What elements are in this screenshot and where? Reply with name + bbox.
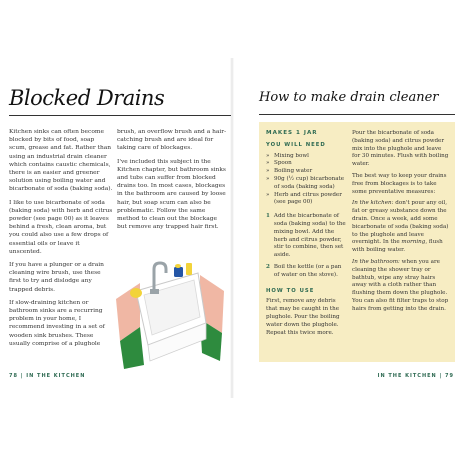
kitchen-label: In the kitchen:: [352, 200, 394, 207]
ingredients-list: [266, 153, 346, 208]
step-number: 2: [266, 263, 270, 270]
how-to-use-text: First, remove any debris that may be caught in the plughole. Pour the boiling water down the plughole. Repeat this twice more.: [266, 298, 340, 336]
bathroom-tip: [352, 259, 450, 314]
list-item: » Herb and citrus powder (see page 00): [266, 192, 346, 208]
step-text: Boil the kettle (or a pan of water on the stove).: [273, 263, 342, 278]
how-to-use-heading: HOW TO USE: [266, 287, 315, 294]
step: [266, 264, 346, 280]
you-will-need-heading: YOU WILL NEED: [266, 141, 326, 148]
page-title-right: How to make drain cleaner: [259, 90, 439, 105]
paragraph: I like to use bicarbonate of soda (baking soda) with herb and citrus powder (see page 00) as it leaves behind a fresh, clean aroma, but you could also use a few drops of essential oils or leave it unscented.: [9, 199, 113, 255]
bottle: [186, 263, 192, 275]
footer-left: 78 | IN THE KITCHEN: [9, 373, 86, 379]
footer-right: IN THE KITCHEN | 79: [377, 373, 454, 379]
page-title-left: Blocked Drains: [9, 86, 165, 110]
lemon: [130, 288, 142, 298]
kitchen-text: don't pour any oil, fat or greasy substance down the drain. Once a week, add some bicarbonate of soda (baking soda) to the plughole and leave overnight. In the: [352, 200, 449, 246]
bathroom-text: when you are cleaning the shower tray or bathtub, wipe any stray hairs away with a cloth rather than flushing them down the plughole. You can also fit filter traps to stop hairs from getting into the drain.: [352, 258, 449, 312]
paragraph: If slow-draining kitchen or bathroom sinks are a recurring problem in your home, I recommend investing in a set of wooden sink brushes. These usually comprise of a plughole: [9, 299, 105, 347]
kitchen-text-end: , flush with boiling water.: [352, 239, 443, 254]
list-item: » Mixing bowl: [266, 153, 346, 161]
soap-dot: [175, 264, 181, 268]
list-item: » Boiling water: [266, 168, 346, 176]
left-column-2: [117, 128, 227, 236]
step-text: Add the bicarbonate of soda (baking soda) to the mixing bowl. Add the herb and citrus powder, stir to combine, then set aside.: [273, 213, 346, 259]
title-rule-right: [259, 114, 455, 115]
kitchen-sink-illustration: [114, 261, 226, 369]
morning-label: morning: [401, 239, 426, 246]
bathroom-label: In the bathroom:: [352, 258, 400, 265]
paragraph: Pour the bicarbonate of soda (baking soda) and citrus powder mix into the plughole and leave for 30 minutes. Flush with boiling water.: [352, 130, 449, 168]
recipe-column-2: [352, 130, 450, 318]
sponge: [174, 267, 183, 277]
kitchen-tip: [352, 200, 450, 255]
list-item: » Spoon: [266, 160, 346, 168]
paragraph: brush, an overflow brush and a hair-catching brush and are ideal for taking care of blockages.: [117, 129, 227, 152]
faucet-base: [150, 289, 159, 294]
paragraph: If you have a plunger or a drain cleaning wire brush, use these first to try and dislodge any trapped debris.: [9, 262, 104, 293]
step: [266, 213, 346, 260]
recipe-column-1: [266, 130, 346, 341]
paragraph: Kitchen sinks can often become blocked by bits of food, soap scum, grease and fat. Rather than using an industrial drain cleaner which contains caustic chemicals, there is an easier and greener solution using boiling water and bicarbonate of soda (baking soda).: [9, 129, 113, 193]
paragraph: I've included this subject in the Kitchen chapter, but bathroom sinks and tubs can suffer from blocked drains too. In most cases, blockages in the bathroom are caused by loose hair, but soap scum can also be problematic. Follow the same method to clean out the blockage but remove any trapped hair first.: [117, 158, 226, 231]
title-rule-left: [9, 115, 231, 116]
left-column-1: [9, 128, 113, 353]
paragraph: The best way to keep your drains free from blockages is to take some preventative measures:: [352, 172, 447, 195]
list-item: » 90g (½ cup) bicarbonate of soda (baking soda): [266, 176, 346, 192]
book-gutter: [230, 58, 234, 398]
step-number: 1: [266, 213, 270, 220]
makes-label: MAKES 1 JAR: [266, 130, 318, 136]
